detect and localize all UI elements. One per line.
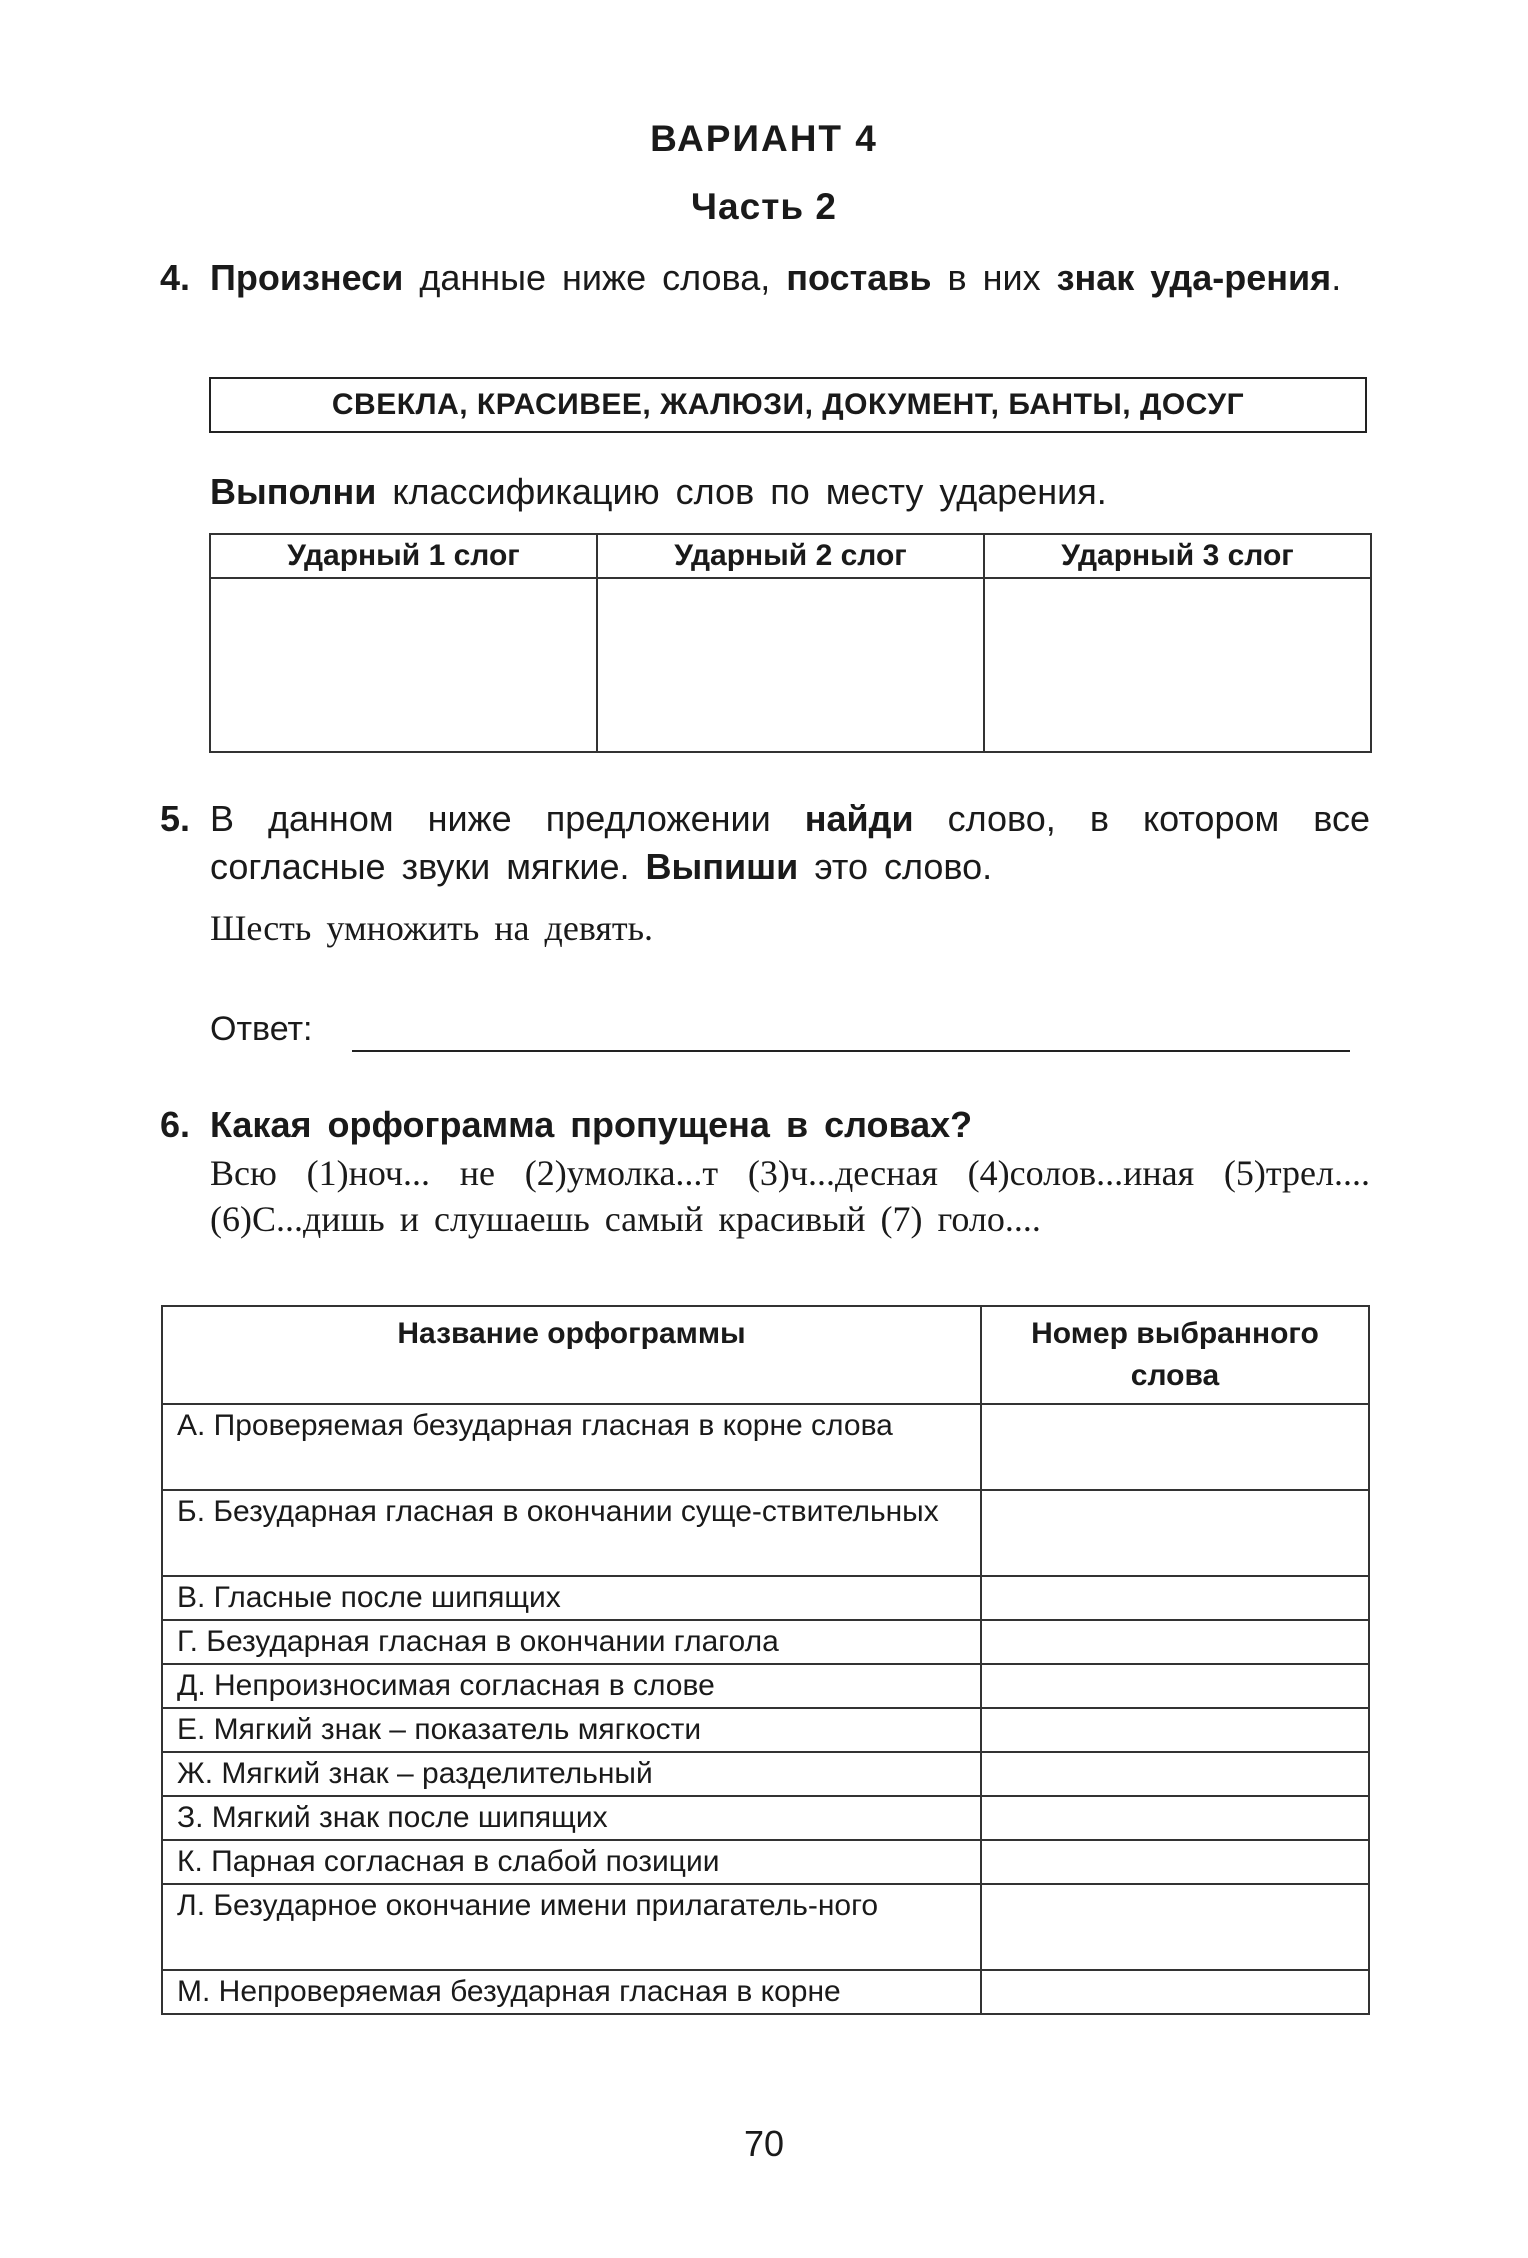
- instruction-text: в них: [931, 257, 1057, 298]
- orthogram-name: В. Гласные после шипящих: [162, 1576, 981, 1620]
- task-instruction: [210, 254, 1370, 302]
- answer-label: Ответ:: [210, 1010, 313, 1048]
- answer-cell-syllable-1[interactable]: [210, 578, 597, 752]
- verb-find: найди: [804, 798, 914, 839]
- answer-cell-syllable-3[interactable]: [984, 578, 1371, 752]
- stress-classification-table: [209, 533, 1372, 753]
- orthogram-name: А. Проверяемая безударная гласная в корне слова: [162, 1404, 981, 1490]
- column-header: Ударный 1 слог: [210, 534, 597, 578]
- words-box: СВЕКЛА, КРАСИВЕЕ, ЖАЛЮЗИ, ДОКУМЕНТ, БАНТЫ, ДОСУГ: [209, 377, 1367, 433]
- orthogram-name: Л. Безударное окончание имени прилагатель-ного: [162, 1884, 981, 1970]
- instruction-text: классификацию слов по месту ударения.: [376, 471, 1107, 512]
- verb-perform: Выполни: [210, 471, 377, 512]
- column-header: Название орфограммы: [162, 1306, 981, 1404]
- orthogram-name: Ж. Мягкий знак – разделительный: [162, 1752, 981, 1796]
- instruction-text: это слово.: [798, 846, 993, 887]
- task-instruction: [210, 795, 1370, 891]
- answer-cell[interactable]: [981, 1490, 1369, 1576]
- task-6-text: [160, 1150, 1370, 1242]
- task-number: 5.: [160, 798, 191, 839]
- answer-cell[interactable]: [981, 1752, 1369, 1796]
- answer-field[interactable]: [210, 1010, 1350, 1060]
- instruction-text: слово, в котором все согласные звуки мягкие.: [210, 798, 1370, 887]
- answer-cell[interactable]: [981, 1576, 1369, 1620]
- answer-cell[interactable]: [981, 1664, 1369, 1708]
- answer-cell[interactable]: [981, 1620, 1369, 1664]
- column-header: Номер выбранного слова: [981, 1306, 1369, 1404]
- answer-cell-syllable-2[interactable]: [597, 578, 984, 752]
- task-5-sentence: [160, 904, 1370, 952]
- task-5: [160, 795, 1370, 891]
- verb-pronounce: Произнеси: [210, 257, 404, 298]
- answer-underline[interactable]: [352, 1050, 1350, 1052]
- task-6: [160, 1101, 1370, 1149]
- task-4: [160, 254, 1370, 302]
- answer-cell[interactable]: [981, 1796, 1369, 1840]
- task-number: 6.: [160, 1104, 191, 1145]
- column-header: Ударный 3 слог: [984, 534, 1371, 578]
- part-title: Часть 2: [691, 186, 837, 227]
- answer-cell[interactable]: [981, 1884, 1369, 1970]
- exercise-text: Всю (1)ноч... не (2)умолка...т (3)ч...десная (4)солов...иная (5)трел.... (6)С...дишь и слушаешь самый красивый (7) голо....: [210, 1153, 1370, 1239]
- answer-cell[interactable]: [981, 1840, 1369, 1884]
- question-text: Какая орфограмма пропущена в словах?: [210, 1104, 973, 1145]
- orthogram-name: Д. Непроизносимая согласная в слове: [162, 1664, 981, 1708]
- column-header: Ударный 2 слог: [597, 534, 984, 578]
- orthogram-name: К. Парная согласная в слабой позиции: [162, 1840, 981, 1884]
- page-number: 70: [743, 2123, 785, 2164]
- answer-cell[interactable]: [981, 1708, 1369, 1752]
- orthogram-name: Е. Мягкий знак – показатель мягкости: [162, 1708, 981, 1752]
- variant-title: ВАРИАНТ 4: [650, 118, 878, 159]
- answer-cell[interactable]: [981, 1970, 1369, 2014]
- verb-write-out: Выпиши: [645, 846, 799, 887]
- example-sentence: Шесть умножить на девять.: [210, 908, 654, 948]
- orthogram-name: Г. Безударная гласная в окончании глагола: [162, 1620, 981, 1664]
- orthogram-name: Б. Безударная гласная в окончании суще-ствительных: [162, 1490, 981, 1576]
- instruction-text: данные ниже слова,: [403, 257, 787, 298]
- orthogram-name: М. Непроверяемая безударная гласная в корне: [162, 1970, 981, 2014]
- verb-place: поставь: [786, 257, 932, 298]
- instruction-text: В данном ниже предложении: [210, 798, 805, 839]
- instruction-text: .: [1331, 257, 1342, 298]
- answer-cell[interactable]: [981, 1404, 1369, 1490]
- task-4-classify: [160, 468, 1370, 516]
- task-question: [210, 1101, 1370, 1149]
- classify-instruction: [210, 468, 1370, 516]
- task-number: 4.: [160, 257, 191, 298]
- orthogram-name: З. Мягкий знак после шипящих: [162, 1796, 981, 1840]
- orthogram-table: [161, 1305, 1370, 2015]
- stress-mark-phrase: знак уда-рения: [1056, 257, 1332, 298]
